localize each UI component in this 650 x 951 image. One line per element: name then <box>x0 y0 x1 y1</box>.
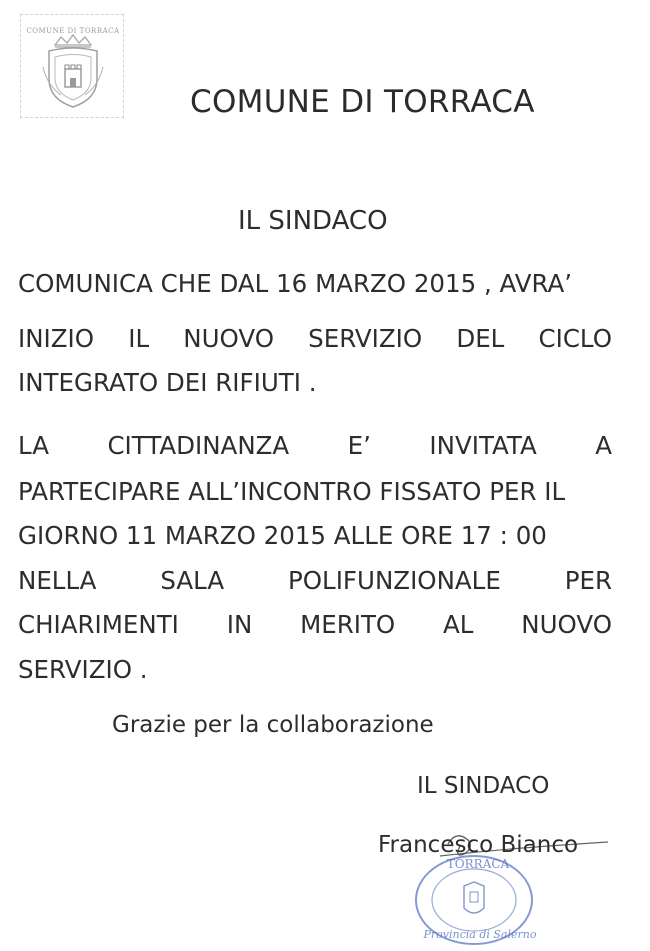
signer-title: IL SINDACO <box>417 773 550 799</box>
notice-line-1: COMUNICA CHE DAL 16 MARZO 2015 , AVRA’ <box>18 269 573 298</box>
notice-line-8 <box>18 607 612 643</box>
notice-word: INVITATA <box>429 431 537 460</box>
notice-word: CICLO <box>538 324 612 353</box>
notice-line-7 <box>18 563 612 599</box>
notice-word: MERITO <box>300 610 396 639</box>
closing-thanks: Grazie per la collaborazione <box>112 712 434 738</box>
notice-word: CITTADINANZA <box>107 431 290 460</box>
notice-word: AL <box>443 610 474 639</box>
notice-word: SALA <box>160 566 225 595</box>
notice-line-2 <box>18 321 612 357</box>
notice-line-5: PARTECIPARE ALL’INCONTRO FISSATO PER IL <box>18 477 566 506</box>
svg-text:Provincia di Salerno: Provincia di Salerno <box>423 928 537 941</box>
notice-line-4 <box>18 428 612 464</box>
notice-word: NELLA <box>18 566 97 595</box>
notice-word: A <box>595 431 612 460</box>
crest-icon <box>21 15 125 119</box>
notice-word: DEL <box>456 324 505 353</box>
notice-word: LA <box>18 431 49 460</box>
notice-word: INIZIO <box>18 324 95 353</box>
svg-text:COMUNE DI TORRACA: COMUNE DI TORRACA <box>26 27 120 35</box>
notice-word: IL <box>128 324 150 353</box>
notice-word: PER <box>564 566 612 595</box>
notice-line-6: GIORNO 11 MARZO 2015 ALLE ORE 17 : 00 <box>18 521 547 550</box>
notice-word: SERVIZIO <box>308 324 423 353</box>
coat-of-arms-emblem <box>20 14 124 118</box>
notice-word: IN <box>226 610 253 639</box>
municipality-title: COMUNE DI TORRACA <box>190 84 535 120</box>
signer-name: Francesco Bianco <box>378 832 579 858</box>
notice-word: CHIARIMENTI <box>18 610 179 639</box>
notice-word: NUOVO <box>183 324 275 353</box>
notice-line-9: SERVIZIO . <box>18 655 148 684</box>
notice-word: POLIFUNZIONALE <box>288 566 501 595</box>
svg-text:TORRACA: TORRACA <box>446 857 510 871</box>
notice-heading: IL SINDACO <box>238 206 388 236</box>
notice-line-3: INTEGRATO DEI RIFIUTI . <box>18 368 317 397</box>
notice-word: NUOVO <box>521 610 612 639</box>
notice-word: E’ <box>347 431 371 460</box>
